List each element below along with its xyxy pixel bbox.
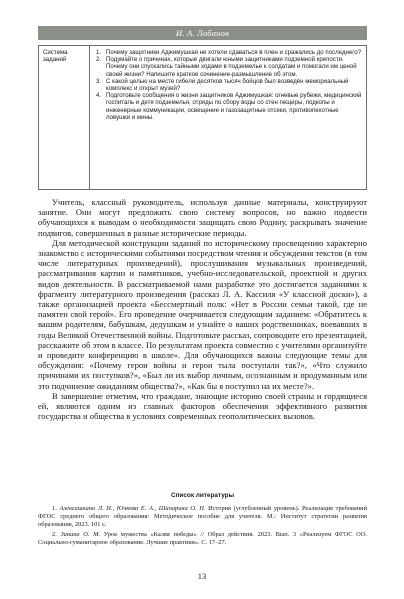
paragraph: В завершение отметим, что граждане, знающие историю своей страны и гордящиеся ей, являются одним из главных факторов обеспечения эффективного развития государства и общества в условиях современных геополитических вызовов. xyxy=(38,390,367,422)
reference-text: Урок мужества «Каляя победы» // Образ действия. 2023. Вып. 3 «Реализуем ФГОС ОО. Социально-гуманитарное образование. Лучшие практики». С. 17–27. xyxy=(38,531,367,546)
task-text: С какой целью на месте гибели десятков тысяч бойцов был возведён мемориальный комплекс и открыт музей? xyxy=(106,77,349,93)
reference-authors: Зинина О. М. xyxy=(60,531,101,538)
references-section xyxy=(38,492,367,549)
task-text: Подготовьте сообщения о жизни защитников Аджимушкая: огневые рубежи, медицинский госпиталь и детя подземелья, отряды по сбору воды со стен пещеры, подкопы и инженерные коммуникации, освещение и газозащитные отсеки, противопехотные ловушки и мины. xyxy=(106,92,362,121)
reference-number: 1. xyxy=(52,505,57,512)
task-text: Почему защитники Аджимушкая не хотели сдаваться в плен и сражались до последнего? xyxy=(106,49,362,56)
task-item xyxy=(96,49,362,56)
reference-item xyxy=(38,531,367,547)
paragraph: Учитель, классный руководитель, используя данные материалы, конструируют занятие. Они могут предложить свою систему вопросов, но важно подвести обучающихся к выводам о необходимости защищать свою Родину, раскрывать значение подвигов, совершенных в разные исторические периоды. xyxy=(38,197,367,238)
task-number: 1. xyxy=(96,49,102,56)
running-header xyxy=(38,26,367,40)
task-table-label: Система заданий xyxy=(39,46,90,189)
reference-number: 2. xyxy=(52,531,57,538)
header-author: И. А. Лобанов xyxy=(175,28,229,38)
task-table xyxy=(38,45,367,190)
paragraph: Для методической конструкции заданий по историческому просвещению характерно знакомство с историческими событиями посредством чтения и обсуждения текстов (в том числе литературных произведений), прослушивания музыкальных произведений, рассматривания картин и памятников, учебно-исследовательской, проектной и других видов деятельности. В рассматриваемой нами разработке это достигается заданиями к фрагменту литературного произведения (рассказ Л. А. Кассиля «У классной доски»), а также организацией проекта «Бессмертный полк: «Нет в России семьи такой, где не памятен свой герой». Его проведение очерчивается следующим заданием: «Обратитесь к вашим родителям, бабушкам, дедушкам и узнайте о ваших родственниках, воевавших в годы Великой Отечественной войны. Подготовьте рассказ, сопроводите его презентацией, расскажите об этом в классе. По результатам проекта совместно с учителями организуйте и проведите конференцию в школе». Для обучающихся важны следующие темы для обсуждения: «Почему герои войны и герои тыла поступали так?», «Что служило причинами их поступков?», «Был ли их выбор личным, осознанным и продуманным или это подчинение ожиданиям общества?», «Как бы я поступил на их месте?». xyxy=(38,237,367,391)
reference-text: История (углубленный уровень). Реализация требований ФГОС среднего общего образования: Методическое пособие для учителя. М.: Институт стратегии развития образования, 2023. 101 с. xyxy=(38,505,367,528)
task-item xyxy=(96,77,362,93)
page-number: 13 xyxy=(197,571,207,581)
task-number: 2. xyxy=(96,56,102,64)
references-list xyxy=(38,505,367,547)
task-item xyxy=(96,92,362,121)
task-list xyxy=(90,46,366,189)
references-title: Список литературы xyxy=(170,492,235,499)
reference-item xyxy=(38,505,367,529)
task-item xyxy=(96,56,362,78)
reference-authors: Алексашкина Л. Н., Ючкова Е. А., Шапарина О. Н. xyxy=(59,505,206,512)
task-number: 3. xyxy=(96,77,102,85)
body-text xyxy=(38,197,367,421)
task-text: Подумайте о причинах, которые двигали юными защитниками подземной крепости. Почему они спускались тайными ходами в подземелье к солдатам и помогали им ценой своей жизни? Напишите краткое сочинение-размышление об этом. xyxy=(106,56,357,78)
task-number: 4. xyxy=(96,92,102,100)
